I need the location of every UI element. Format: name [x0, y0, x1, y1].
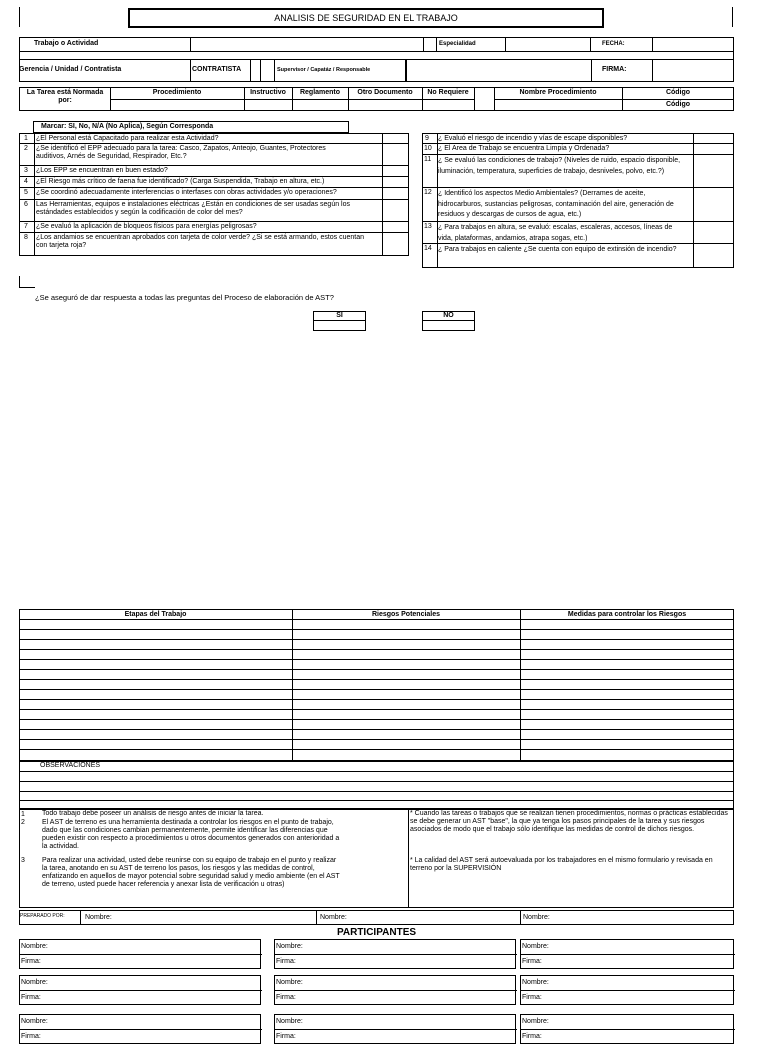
- divider: [422, 143, 734, 144]
- participante-firma[interactable]: Firma:: [21, 1033, 41, 1040]
- note-number: 2: [21, 819, 25, 826]
- answer-cell[interactable]: [694, 134, 733, 143]
- right-edge-line: [732, 7, 733, 27]
- divider: [275, 954, 517, 955]
- note-text-right: * La calidad del AST será autoevaluada por los trabajadores en el mismo formulario y revisada en terreno por la SUPERVISIÓN: [410, 857, 713, 873]
- participante-box: [274, 939, 516, 969]
- answer-cell[interactable]: [383, 188, 408, 199]
- question-text: ¿ Para trabajos en caliente ¿Se cuenta con equipo de extinsión de incendio?: [438, 246, 677, 253]
- participante-nombre[interactable]: Nombre:: [21, 979, 48, 986]
- question-number: 5: [24, 189, 28, 196]
- supervisor-input[interactable]: [406, 59, 592, 82]
- divider: [19, 791, 734, 792]
- fecha-input[interactable]: [652, 37, 734, 52]
- question-number: 6: [24, 201, 28, 208]
- question-number: 3: [24, 167, 28, 174]
- participante-firma[interactable]: Firma:: [276, 958, 296, 965]
- participante-nombre[interactable]: Nombre:: [276, 943, 303, 950]
- question-text: ¿ Identificó los aspectos Medio Ambientales? (Derrames de aceite, hidrocarburos, sustancias peligrosas, contaminación del aire, generación de residuos y descargas de cursos de agua, etc.): [438, 190, 674, 218]
- participante-box: [274, 1014, 516, 1044]
- left-edge-line: [19, 7, 20, 27]
- answer-cell[interactable]: [694, 144, 733, 154]
- table-row[interactable]: [19, 750, 734, 759]
- divider: [474, 87, 475, 111]
- preparado-label: PREPARADO POR:: [20, 913, 65, 919]
- participante-firma[interactable]: Firma:: [522, 1033, 542, 1040]
- table-row[interactable]: [19, 670, 734, 679]
- divider: [521, 954, 735, 955]
- table-row[interactable]: [19, 650, 734, 659]
- participante-box: [19, 1014, 261, 1044]
- divider: [19, 287, 35, 288]
- table-row[interactable]: [19, 710, 734, 719]
- col-etapas: Etapas del Trabajo: [124, 611, 187, 618]
- divider: [19, 176, 409, 177]
- table-row[interactable]: [19, 740, 734, 749]
- participante-nombre[interactable]: Nombre:: [522, 1018, 549, 1025]
- supervisor-label: Supervisor / Capatáz / Responsable: [277, 67, 371, 73]
- question-number: 7: [24, 223, 28, 230]
- note-text: El AST de terreno es una herramienta destinada a controlar los riesgos en el punto de trabajo, dado que las condiciones cambian permanentemente, permite identificar las diferencias que pueden existir con respecto a procedimientos u otros documentos generados con anterioridad a la actividad.: [42, 819, 340, 851]
- divider: [19, 165, 409, 166]
- question-number: 11: [424, 156, 432, 163]
- participante-nombre[interactable]: Nombre:: [276, 979, 303, 986]
- question-number: 1: [24, 135, 28, 142]
- trabajo-input[interactable]: [190, 37, 424, 52]
- participante-firma[interactable]: Firma:: [21, 994, 41, 1001]
- preparado-nombre-2: Nombre:: [320, 914, 347, 921]
- divider: [250, 59, 251, 82]
- answer-cell[interactable]: [694, 155, 733, 187]
- question-text: ¿ El Area de Trabajo se encuentra Limpia y Ordenada?: [438, 145, 610, 152]
- form-title: ANALISIS DE SEGURIDAD EN EL TRABAJO: [128, 8, 604, 28]
- participante-firma[interactable]: Firma:: [21, 958, 41, 965]
- participante-firma[interactable]: Firma:: [276, 994, 296, 1001]
- no-label: NO: [443, 312, 454, 319]
- divider: [19, 221, 409, 222]
- observaciones-label: OBSERVACIONES: [40, 762, 101, 769]
- question-number: 13: [424, 223, 432, 230]
- table-row[interactable]: [19, 690, 734, 699]
- pregunta-final: ¿Se aseguró de dar respuesta a todas las preguntas del Proceso de elaboración de AST?: [35, 293, 334, 302]
- participante-nombre[interactable]: Nombre:: [522, 943, 549, 950]
- question-number: 12: [424, 189, 432, 196]
- participante-firma[interactable]: Firma:: [522, 958, 542, 965]
- codigo-label-2: Código: [665, 101, 691, 108]
- answer-cell[interactable]: [383, 166, 408, 176]
- divider: [190, 59, 191, 82]
- divider: [19, 187, 409, 188]
- preparado-block: [19, 910, 734, 925]
- participante-box: [19, 939, 261, 969]
- divider: [34, 133, 35, 256]
- question-number: 8: [24, 234, 28, 241]
- question-number: 10: [424, 145, 432, 152]
- note-number: 1: [21, 811, 25, 818]
- col-riesgos: Riesgos Potenciales: [371, 611, 441, 618]
- divider: [260, 59, 261, 82]
- divider: [520, 910, 521, 925]
- divider: [521, 1029, 735, 1030]
- firma-input[interactable]: [652, 59, 734, 82]
- divider: [19, 199, 409, 200]
- divider: [275, 1029, 517, 1030]
- fecha-label: FECHA:: [602, 41, 625, 47]
- question-text: ¿El Personal está Capacitado para realizar esta Actividad?: [36, 135, 219, 142]
- si-answer-box[interactable]: [313, 320, 366, 331]
- divider: [80, 910, 81, 925]
- especialidad-input[interactable]: [505, 37, 591, 52]
- table-row[interactable]: [19, 620, 734, 629]
- question-number: 14: [424, 245, 432, 252]
- divider: [422, 221, 734, 222]
- question-text: Las Herramientas, equipos e instalaciones eléctricas ¿Están en condiciones de ser usadas según los estándades establecidos y según la codificación de color del mes?: [36, 201, 351, 217]
- table-row[interactable]: [19, 700, 734, 709]
- divider: [19, 232, 409, 233]
- divider: [19, 781, 734, 782]
- participante-box: [520, 1014, 734, 1044]
- question-text: ¿Los andamios se encuentran aprobados con tarjeta de color verde? ¿Si se está armando, estos cuentan con tarjeta roja?: [36, 234, 365, 250]
- participante-box: [520, 939, 734, 969]
- normada-col-reglamento: Reglamento: [299, 89, 341, 96]
- note-text: Todo trabajo debe poseer un análisis de riesgo antes de iniciar la tarea.: [42, 810, 264, 817]
- question-text: ¿ Para trabajos en altura, se evaluó: escalas, escaleras, accesos, líneas de vida, plataformas, andamios, atrapa sogas, etc.): [438, 224, 673, 242]
- question-text: ¿Los EPP se encuentran en buen estado?: [36, 167, 168, 174]
- table-row[interactable]: [19, 730, 734, 739]
- divider: [316, 910, 317, 925]
- divider: [408, 809, 409, 908]
- question-number: 4: [24, 178, 28, 185]
- si-label: SI: [336, 312, 343, 319]
- especialidad-label: Especialidad: [439, 41, 476, 47]
- divider: [20, 990, 262, 991]
- answer-cell[interactable]: [383, 177, 408, 187]
- note-number: 3: [21, 857, 25, 864]
- observaciones-block[interactable]: [19, 761, 734, 809]
- firma-label: FIRMA:: [602, 66, 627, 73]
- preparado-nombre-3: Nombre:: [523, 914, 550, 921]
- normada-col-instructivo: Instructivo: [250, 89, 286, 96]
- table-row[interactable]: [19, 660, 734, 669]
- divider: [19, 143, 409, 144]
- contratista-value: CONTRATISTA: [192, 66, 242, 73]
- table-row[interactable]: [19, 630, 734, 639]
- answer-cell[interactable]: [383, 134, 408, 143]
- participante-nombre[interactable]: Nombre:: [21, 943, 48, 950]
- question-number: 2: [24, 145, 28, 152]
- participante-box: [274, 975, 516, 1005]
- question-text: ¿Se coordinó adecuadamente interferencias o interfases con obras actividades y/o operaciones?: [36, 189, 337, 196]
- divider: [422, 187, 734, 188]
- question-text: ¿Se evaluó la aplicación de bloqueos físicos para energías peligrosas?: [36, 223, 257, 230]
- participante-box: [520, 975, 734, 1005]
- answer-cell[interactable]: [694, 222, 733, 243]
- participante-nombre[interactable]: Nombre:: [21, 1018, 48, 1025]
- answer-cell[interactable]: [694, 244, 733, 267]
- col-medidas: Medidas para controlar los Riesgos: [567, 611, 687, 618]
- divider: [19, 800, 734, 801]
- divider: [422, 154, 734, 155]
- note-text-right: * Cuando las tareas o trabajos que se realizan tienen procedimientos, normas o prácticas establecidas se debe generar un AST "base", la que ya tenga los pasos principales de la tarea y sus riesgos asociados de modo que el trabajo sólo identifique las medidas de control de dichos riesgos.: [410, 810, 728, 834]
- marcar-label: Marcar: SI, No, N/A (No Aplica), Según Corresponda: [41, 123, 214, 130]
- participante-box: [19, 975, 261, 1005]
- preparado-nombre-1: Nombre:: [85, 914, 112, 921]
- divider: [20, 1029, 262, 1030]
- participante-nombre[interactable]: Nombre:: [522, 979, 549, 986]
- nombre-procedimiento-label: Nombre Procedimiento: [519, 89, 597, 96]
- question-text: ¿ Evaluó el riesgo de incendio y vías de escape disponibles?: [438, 135, 628, 142]
- note-text: Para realizar una actividad, usted debe reunirse con su equipo de trabajo en el punto y realizar la tarea, anotando en su AST de terreno los pasos, los riesgos y las medidas de control, enfatizando en aquellos de mayor potencial sobre seguridad salud y medio ambiente (en el AST de terreno, usted puede hacer referencia y anexar lista de verificación u otras): [42, 857, 340, 889]
- participante-firma[interactable]: Firma:: [522, 994, 542, 1001]
- divider: [19, 771, 734, 772]
- table-row[interactable]: [19, 680, 734, 689]
- normada-col-otro: Otro Documento: [357, 89, 413, 96]
- question-text: ¿ Se evaluó las condiciones de trabajo? (Niveles de ruido, espacio disponible, iluminación, temperatura, superficies de trabajo, desniveles, polvo, etc.?): [438, 157, 681, 175]
- answer-cell[interactable]: [383, 233, 408, 255]
- codigo-label-1: Código: [665, 89, 691, 96]
- answer-cell[interactable]: [694, 188, 733, 221]
- normada-col-procedimiento: Procedimiento: [152, 89, 202, 96]
- answer-cell[interactable]: [383, 222, 408, 232]
- divider: [20, 954, 262, 955]
- question-text: ¿Se identificó el EPP adecuado para la tarea: Casco, Zapatos, Anteojo, Guantes, Protectores auditivos, Arnés de Seguridad, Respirador, Etc.?: [36, 145, 326, 161]
- answer-cell[interactable]: [383, 144, 408, 165]
- divider: [19, 276, 20, 287]
- trabajo-label: Trabajo o Actividad: [34, 40, 99, 47]
- normada-col-norequiere: No Requiere: [427, 89, 469, 96]
- table-row[interactable]: [19, 640, 734, 649]
- participantes-title: PARTICIPANTES: [336, 927, 417, 938]
- participante-nombre[interactable]: Nombre:: [276, 1018, 303, 1025]
- divider: [494, 99, 734, 100]
- gerencia-label: Gerencia / Unidad / Contratista: [19, 66, 122, 73]
- divider: [521, 990, 735, 991]
- no-answer-box[interactable]: [422, 320, 475, 331]
- question-text: ¿El Riesgo más crítico de faena fue identificado? (Carga Suspendida, Trabajo en altura, etc.): [36, 178, 325, 185]
- question-number: 9: [425, 135, 429, 142]
- table-row[interactable]: [19, 720, 734, 729]
- divider: [275, 990, 517, 991]
- answer-cell[interactable]: [383, 200, 408, 221]
- normada-label: La Tarea está Normada por:: [26, 89, 104, 105]
- participante-firma[interactable]: Firma:: [276, 1033, 296, 1040]
